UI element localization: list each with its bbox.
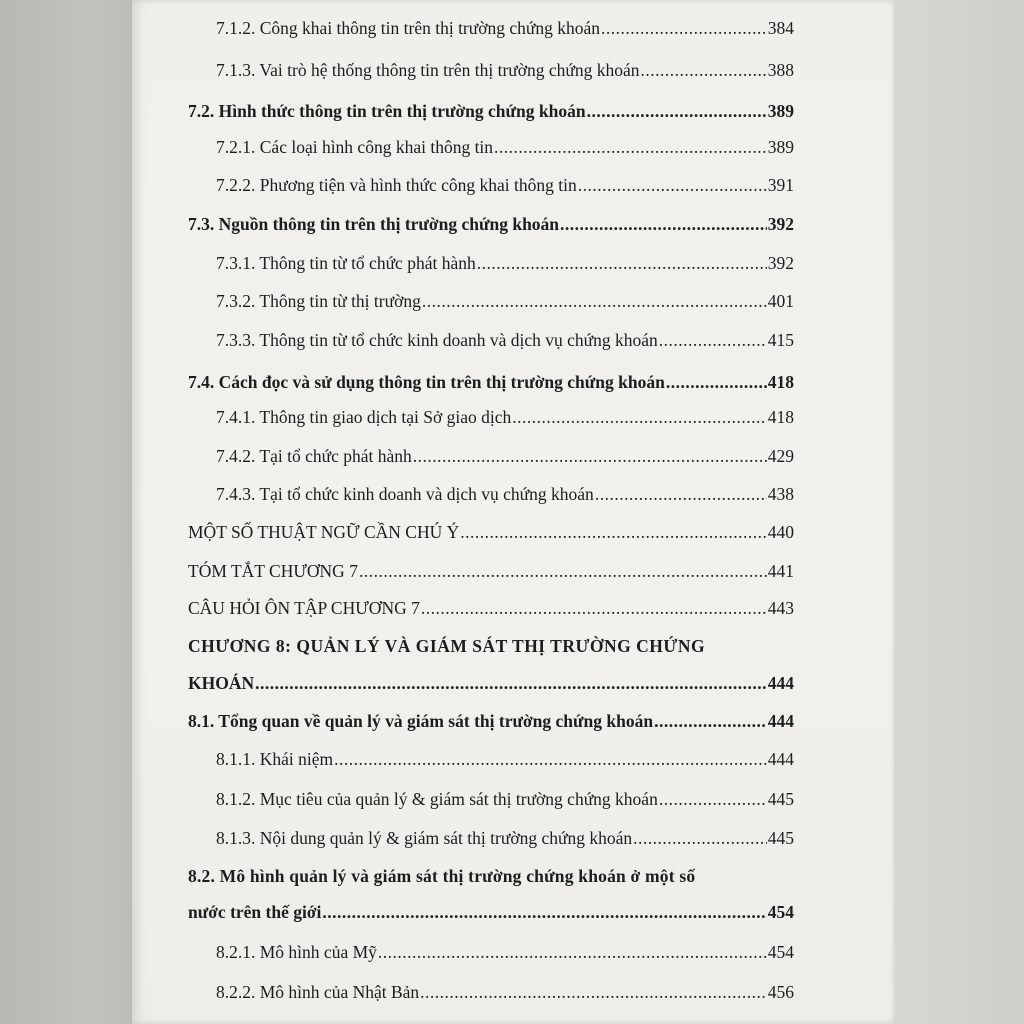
toc-section-page: 392 [767,214,794,234]
toc-entry-title: 7.1.3. Vai trò hệ thống thông tin trên thị trường chứng khoán [216,60,640,80]
leader-dots [334,749,767,770]
background-right [894,0,1024,1024]
background-left [0,0,132,1024]
toc-entry-page: 389 [767,137,794,157]
leader-dots [659,789,767,810]
toc-section-title: 7.4. Cách đọc và sử dụng thông tin trên thị trường chứng khoán [188,372,665,392]
toc-entry-page: 443 [767,598,794,618]
toc-entry-page: 445 [767,828,794,848]
toc-entry-page: 384 [767,18,794,38]
leader-dots [421,598,767,619]
toc-entry-title: 7.4.1. Thông tin giao dịch tại Sở giao dịch [216,407,512,427]
leader-dots [420,982,767,1003]
leader-dots [654,711,767,732]
leader-dots [494,137,767,158]
toc-entry [216,828,794,849]
toc-entry-title: 8.1.3. Nội dung quản lý & giám sát thị trường chứng khoán [216,828,633,848]
toc-entry-page: 456 [767,982,794,1002]
toc-entry-title: 7.2.2. Phương tiện và hình thức công khai thông tin [216,175,577,195]
toc-section-page: 444 [767,711,794,731]
toc-section-page: 454 [767,902,794,922]
toc-entry-title: 7.3.3. Thông tin từ tổ chức kinh doanh và dịch vụ chứng khoán [216,330,658,350]
toc-entry [216,407,794,428]
leader-dots [601,18,767,39]
toc-entry-page: 391 [767,175,794,195]
toc-entry-page: 388 [767,60,794,80]
toc-chapter-page: 444 [767,673,794,693]
toc-chapter [188,673,794,694]
leader-dots [666,372,767,393]
leader-dots [641,60,767,81]
toc-section-title: 8.1. Tổng quan về quản lý và giám sát thị trường chứng khoán [188,711,654,731]
leader-dots [422,291,767,312]
toc-entry-title: 7.3.1. Thông tin từ tổ chức phát hành [216,253,476,273]
section-heading: 8.2. Mô hình quản lý và giám sát thị trường chứng khoán ở một số [188,866,696,886]
toc-entry-title: 7.1.2. Công khai thông tin trên thị trường chứng khoán [216,18,601,38]
toc-entry [188,598,794,619]
toc-entry [216,789,794,810]
toc-entry-page: 441 [767,561,794,581]
toc-section [188,372,794,393]
toc-section-title: 7.2. Hình thức thông tin trên thị trường chứng khoán [188,101,586,121]
toc-entry-title: 8.2.2. Mô hình của Nhật Bản [216,982,420,1002]
toc-entry [216,18,794,39]
leader-dots [460,522,767,543]
toc-entry-page: 454 [767,942,794,962]
toc-section [188,902,794,923]
toc-entry-title: CÂU HỎI ÔN TẬP CHƯƠNG 7 [188,598,420,618]
toc-entry [216,60,794,81]
leader-dots [378,942,767,963]
toc-entry-page: 392 [767,253,794,273]
toc-entry [216,942,794,963]
toc-entry-title: 7.4.2. Tại tổ chức phát hành [216,446,412,466]
toc-entry [216,982,794,1003]
leader-dots [512,407,767,428]
leader-dots [659,330,767,351]
toc-entry [216,175,794,196]
toc-entry [188,561,794,582]
toc-entry [188,522,794,543]
toc-section-page: 418 [767,372,794,392]
leader-dots [322,902,766,923]
toc-entry [216,291,794,312]
leader-dots [413,446,767,467]
toc-entry-title: 8.2.1. Mô hình của Mỹ [216,942,377,962]
leader-dots [587,101,767,122]
leader-dots [560,214,767,235]
toc-entry-page: 418 [767,407,794,427]
leader-dots [477,253,767,274]
toc-entry [216,330,794,351]
toc-section-page: 389 [767,101,794,121]
toc-entry-title: MỘT SỐ THUẬT NGỮ CẦN CHÚ Ý [188,522,460,542]
leader-dots [359,561,767,582]
toc-entry-page: 401 [767,291,794,311]
toc-section [188,101,794,122]
toc-entry [216,446,794,467]
toc-entry-title: 8.1.2. Mục tiêu của quản lý & giám sát thị trường chứng khoán [216,789,658,809]
book-page [132,0,894,1024]
toc-entry [216,253,794,274]
toc-section [188,711,794,732]
toc-entry-page: 444 [767,749,794,769]
toc-entry [216,137,794,158]
toc-entry [216,749,794,770]
toc-entry-title: TÓM TẮT CHƯƠNG 7 [188,561,358,581]
toc-entry-page: 415 [767,330,794,350]
leader-dots [255,673,767,694]
section-heading-cont: nước trên thế giới [188,902,322,922]
chapter-heading-cont: KHOÁN [188,673,255,693]
toc-entry-page: 429 [767,446,794,466]
toc-entry-title: 7.4.3. Tại tổ chức kinh doanh và dịch vụ chứng khoán [216,484,594,504]
toc-section-title: 7.3. Nguồn thông tin trên thị trường chứng khoán [188,214,560,234]
leader-dots [633,828,767,849]
toc-entry [216,484,794,505]
toc-entry-page: 438 [767,484,794,504]
leader-dots [595,484,767,505]
toc-section [188,214,794,235]
chapter-heading: CHƯƠNG 8: QUẢN LÝ VÀ GIÁM SÁT THỊ TRƯỜNG CHỨNG [188,636,706,656]
toc-entry-page: 440 [767,522,794,542]
leader-dots [578,175,767,196]
toc-entry-page: 445 [767,789,794,809]
toc-entry-title: 8.1.1. Khái niệm [216,749,334,769]
toc-entry-title: 7.3.2. Thông tin từ thị trường [216,291,421,311]
toc-entry-title: 7.2.1. Các loại hình công khai thông tin [216,137,494,157]
table-of-contents [132,0,894,1024]
